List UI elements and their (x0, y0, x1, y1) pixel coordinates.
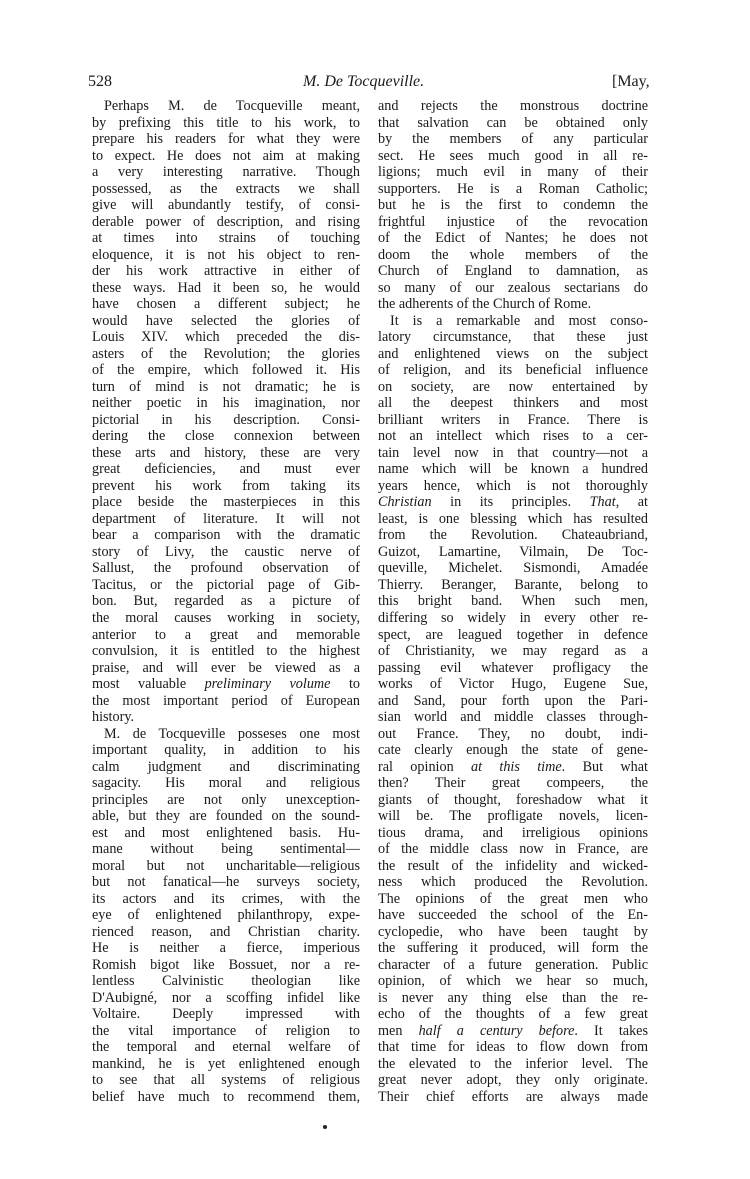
text-line: prepare his readers for what they were (92, 131, 360, 148)
text-line: by prefixing this title to his work, to (92, 114, 360, 131)
text-line: give will abundantly testify, of consi- (92, 197, 360, 214)
text-line: but he is the first to condemn the (378, 197, 648, 214)
text-line: anterior to a great and memorable (92, 626, 360, 643)
text-line: the vital importance of religion to (92, 1022, 360, 1039)
text-line: out France. They, no doubt, indi- (378, 725, 648, 742)
text-line: a very interesting narrative. Though (92, 164, 360, 181)
text-line: the elevated to the inferior level. The (378, 1055, 648, 1072)
text-line: mankind, he is yet enlightened enough (92, 1055, 360, 1072)
text-line: of Christianity, we may regard as a (378, 643, 648, 660)
text-line: passing evil whatever profligacy the (378, 659, 648, 676)
text-line: tain level now in that country—not a (378, 444, 648, 461)
text-segment: most valuable (92, 676, 205, 693)
text-line: asters of the Revolution; the glories (92, 345, 360, 362)
text-segment: . It takes (574, 1022, 648, 1039)
text-line: supporters. He is a Roman Catholic; (378, 180, 648, 197)
text-line: these arts and history, these are very (92, 444, 360, 461)
text-line: the most important period of European (92, 692, 360, 709)
text-line: Perhaps M. de Tocqueville meant, (104, 98, 360, 114)
text-line: Tacitus, or the pictorial page of Gib- (92, 576, 360, 593)
text-line: important quality, in addition to his (92, 742, 360, 759)
paragraph (378, 313, 648, 1106)
text-line: so many of our zealous sectarians do (378, 279, 648, 296)
text-line: of the Edict of Nantes; he does not (378, 230, 648, 247)
text-line: of the middle class now in France, are (378, 841, 648, 858)
text-line: queville, Michelet. Sismondi, Amadée (378, 560, 648, 577)
text-line: its actors and its crimes, with the (92, 890, 360, 907)
text-line: der his work attractive in either of (92, 263, 360, 280)
text-line: rienced reason, and Christian charity. (92, 923, 360, 940)
text-line: sect. He sees much good in all re- (378, 147, 648, 164)
text-line: tious drama, and irreligious opinions (378, 824, 648, 841)
paragraph (92, 726, 360, 1106)
text-line: ligions; much evil in many of their (378, 164, 648, 181)
text-line: ness which produced the Revolution. (378, 874, 648, 891)
text-line: est and most enlightened basis. Hu- (92, 824, 360, 841)
text-line: and Sand, pour forth upon the Pari- (378, 692, 648, 709)
text-line: sagacity. His moral and religious (92, 775, 360, 792)
text-line: from the Revolution. Chateaubriand, (378, 527, 648, 544)
text-line: differing so widely in every other re- (378, 609, 648, 626)
text-line: Guizot, Lamartine, Vilmain, De Toc- (378, 543, 648, 560)
text-line: eloquence, it is not his object to ren- (92, 246, 360, 263)
text-line: praise, and will ever be viewed as a (92, 659, 360, 676)
text-line: these ways. Had it been so, he would (92, 279, 360, 296)
text-line: able, but they are founded on the sound- (92, 808, 360, 825)
text-line (378, 494, 648, 511)
text-line: name which will be known a hundred (378, 461, 648, 478)
text-line: belief have much to recommend them, (92, 1088, 360, 1105)
running-month: [May, (612, 73, 650, 90)
page-number: 528 (88, 73, 112, 90)
text-line: story of Livy, the caustic nerve of (92, 543, 360, 560)
text-line: echo of the thoughts of a few great (378, 1006, 648, 1023)
text-line: but not fanatical—he surveys society, (92, 874, 360, 891)
text-line: Romish bigot like Bossuet, nor a re- (92, 956, 360, 973)
text-line: works of Victor Hugo, Eugene Sue, (378, 676, 648, 693)
italic-text: That (589, 494, 616, 511)
text-line: that time for ideas to flow down from (378, 1039, 648, 1056)
text-line: and rejects the monstrous doctrine (378, 98, 648, 114)
text-line (378, 759, 648, 776)
text-line (378, 1023, 648, 1040)
text-line: eye of enlightened philanthropy, expe- (92, 907, 360, 924)
paragraph (378, 98, 648, 313)
text-segment: ral opinion (378, 758, 472, 775)
text-line: moral but not uncharitable—religious (92, 857, 360, 874)
text-line: bon. But, regarded as a picture of (92, 593, 360, 610)
left-column (92, 98, 360, 1105)
text-line: then? Their great compeers, the (378, 775, 648, 792)
text-line: principles are not only unexception- (92, 791, 360, 808)
text-line: least, is one blessing which has resulted (378, 510, 648, 527)
text-line: He is neither a fierce, imperious (92, 940, 360, 957)
text-line: M. de Tocqueville posseses one most (104, 725, 360, 742)
text-line: opinion, of which we hear so much, (378, 973, 648, 990)
text-line: on society, are now entertained by (378, 378, 648, 395)
text-line: have succeeded the school of the En- (378, 907, 648, 924)
text-line: prevent his work from taking its (92, 477, 360, 494)
text-line: The opinions of the great men who (378, 890, 648, 907)
text-line: Their chief efforts are always made (378, 1088, 648, 1105)
text-line (92, 676, 360, 693)
text-line: great deficiencies, and must ever (92, 461, 360, 478)
text-line: giants of thought, foreshadow what it (378, 791, 648, 808)
text-line: brilliant writers in France. There is (378, 411, 648, 428)
text-line: frightful injustice of the revocation (378, 213, 648, 230)
text-segment: , at (615, 494, 648, 511)
text-line: lentless Calvinistic theologian like (92, 973, 360, 990)
text-line: doom the whole members of the (378, 246, 648, 263)
text-line: years hence, which is not thoroughly (378, 477, 648, 494)
text-line: the suffering it produced, will form the (378, 940, 648, 957)
text-line: cyclopedie, who have been taught by (378, 923, 648, 940)
text-line: department of literature. It will not (92, 510, 360, 527)
signature-mark (323, 1125, 327, 1129)
text-line: calm judgment and discriminating (92, 758, 360, 775)
italic-text: half a century before (418, 1022, 575, 1039)
text-line: pictorial in his description. Consi- (92, 411, 360, 428)
text-line: mane without being sentimental— (92, 841, 360, 858)
italic-text: Christian (378, 494, 432, 511)
text-line: possessed, as the extracts we shall (92, 180, 360, 197)
text-line: Sallust, the profound observation of (92, 560, 360, 577)
text-line: and enlightened views on the subject (378, 345, 648, 362)
text-line: derable power of description, and rising (92, 213, 360, 230)
text-line: D'Aubigné, nor a scoffing infidel like (92, 989, 360, 1006)
text-line: to see that all systems of religious (92, 1072, 360, 1089)
text-segment: in its principles. (431, 494, 590, 511)
text-line: at times into strains of touching (92, 230, 360, 247)
text-segment: . But what (561, 758, 648, 775)
text-line: is never any thing else than the re- (378, 989, 648, 1006)
text-line: will be. The profligate novels, licen- (378, 808, 648, 825)
text-line: cate clearly enough the state of gene- (378, 742, 648, 759)
text-line: have chosen a different subject; he (92, 296, 360, 313)
text-line: turn of mind is not dramatic; he is (92, 378, 360, 395)
text-line: Thierry. Beranger, Barante, belong to (378, 576, 648, 593)
paragraph (92, 98, 360, 726)
text-line: great never adopt, they only originate. (378, 1072, 648, 1089)
right-column (378, 98, 648, 1105)
running-title: M. De Tocqueville. (303, 73, 425, 90)
text-line: sian world and middle classes through- (378, 709, 648, 726)
text-line: all the deepest thinkers and most (378, 395, 648, 412)
text-line: the moral causes working in society, (92, 609, 360, 626)
text-line: Voltaire. Deeply impressed with (92, 1006, 360, 1023)
text-segment: men (378, 1022, 419, 1039)
text-line: place beside the masterpieces in this (92, 494, 360, 511)
text-line: dering the close connexion between (92, 428, 360, 445)
text-line: spect, are leagued together in defence (378, 626, 648, 643)
text-segment: to (330, 676, 360, 693)
text-line: convulsion, it is entitled to the highest (92, 643, 360, 660)
text-line: to expect. He does not aim at making (92, 147, 360, 164)
text-line: would have selected the glories of (92, 312, 360, 329)
text-line: character of a future generation. Public (378, 956, 648, 973)
text-line: by the members of any particular (378, 131, 648, 148)
text-line: the result of the infidelity and wicked- (378, 857, 648, 874)
text-line: latory circumstance, that these just (378, 329, 648, 346)
text-line: of religion, and its beneficial influence (378, 362, 648, 379)
italic-text: at this time (471, 758, 562, 775)
text-line: history. (92, 709, 135, 726)
text-line: of the empire, which followed it. His (92, 362, 360, 379)
text-line: Louis XIV. which preceded the dis- (92, 329, 360, 346)
italic-text: preliminary volume (204, 676, 331, 693)
text-line: not an intellect which rises to a cer- (378, 428, 648, 445)
text-line: neither poetic in his imagination, nor (92, 395, 360, 412)
text-line: bear a comparison with the dramatic (92, 527, 360, 544)
text-line: the adherents of the Church of Rome. (378, 296, 592, 313)
text-line: that salvation can be obtained only (378, 114, 648, 131)
text-line: It is a remarkable and most conso- (390, 312, 648, 329)
text-line: the temporal and eternal welfare of (92, 1039, 360, 1056)
text-line: Church of England to damnation, as (378, 263, 648, 280)
text-line: this bright band. When such men, (378, 593, 648, 610)
